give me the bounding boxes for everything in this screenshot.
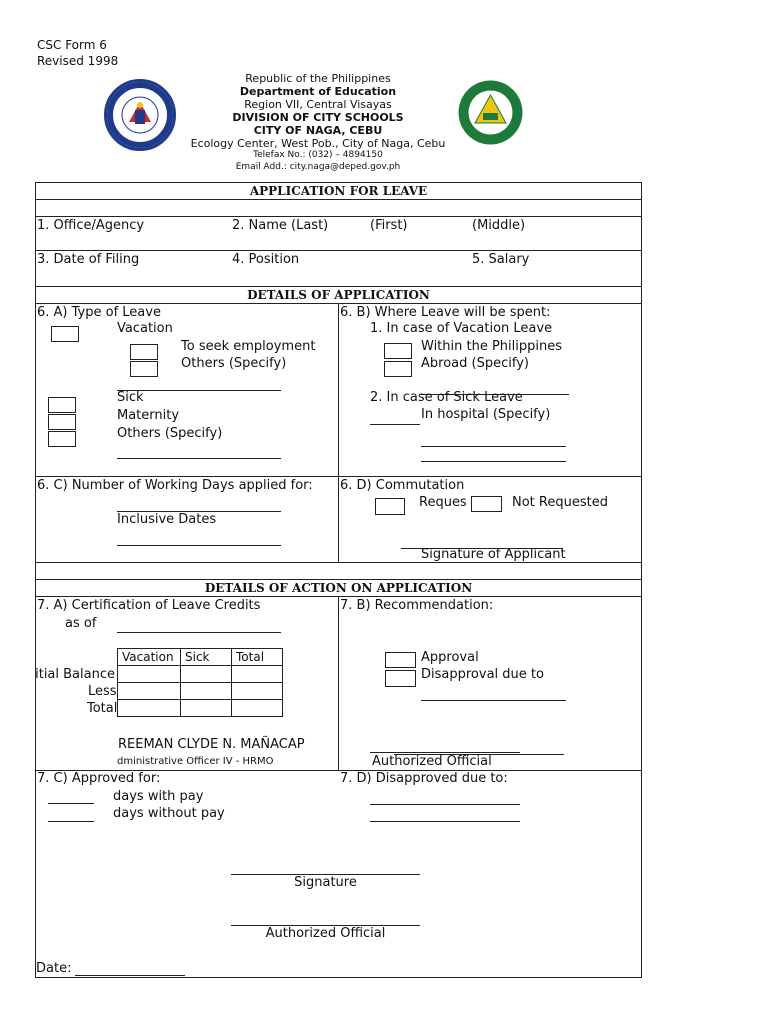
action-title: DETAILS OF ACTION ON APPLICATION [204, 581, 473, 595]
case-sick-label: 2. In case of Sick Leave [370, 390, 523, 405]
working-days-label: 6. C) Number of Working Days applied for: [37, 478, 313, 493]
vacation-checkbox[interactable] [51, 326, 79, 342]
republic-line: Republic of the Philippines [245, 72, 391, 85]
initial-vacation-cell[interactable] [118, 666, 181, 683]
less-vacation-cell[interactable] [118, 683, 181, 700]
region-line: Region VII, Central Visayas [244, 98, 392, 111]
less-label: Less [88, 684, 117, 699]
requested-label: Reques [419, 495, 467, 510]
date-filing-label: 3. Date of Filing [37, 252, 140, 267]
date-line[interactable] [75, 975, 185, 976]
type-leave-label: 6. A) Type of Leave [37, 305, 161, 320]
abroad-label: Abroad (Specify) [421, 356, 529, 371]
less-sick-cell[interactable] [181, 683, 232, 700]
inclusive-dates-line[interactable] [117, 545, 281, 546]
disapproval-checkbox[interactable] [385, 670, 416, 687]
deped-seal-icon [104, 79, 176, 151]
days-with-pay-label: days with pay [113, 789, 204, 804]
vacation-others-label: Others (Specify) [181, 356, 287, 371]
total-vacation-cell[interactable] [118, 700, 181, 717]
cert-credits-label: 7. A) Certification of Leave Credits [37, 598, 261, 613]
initial-sick-cell[interactable] [181, 666, 232, 683]
disapproved-due-label: 7. D) Disapproved due to: [340, 771, 508, 786]
vacation-label: Vacation [117, 321, 173, 336]
approved-for-label: 7. C) Approved for: [37, 771, 161, 786]
col-total: Total [232, 649, 283, 666]
others-label: Others (Specify) [117, 426, 223, 441]
division-line: DIVISION OF CITY SCHOOLS [232, 111, 404, 124]
disapproved-reason-line-2[interactable] [370, 821, 520, 822]
col-sick: Sick [181, 649, 232, 666]
email-line: Email Add.: city.naga@deped.gov.ph [235, 162, 401, 172]
officer-title: dministrative Officer IV - HRMO [117, 756, 274, 767]
maternity-label: Maternity [117, 408, 180, 423]
name-last-label: 2. Name (Last) [232, 218, 329, 233]
signature-applicant-label: Signature of Applicant [421, 547, 566, 562]
disapproval-label: Disapproval due to [421, 667, 544, 682]
department-line: Department of Education [239, 85, 397, 98]
days-with-pay-line[interactable] [48, 803, 94, 804]
commutation-label: 6. D) Commutation [340, 478, 465, 493]
signature-label: Signature [294, 875, 357, 890]
vacation-others-checkbox[interactable] [130, 361, 158, 377]
hospital-specify-line-1[interactable] [421, 446, 566, 447]
office-agency-label: 1. Office/Agency [37, 218, 145, 233]
city-line: CITY OF NAGA, CEBU [253, 124, 383, 137]
authorized-official-2-label: Authorized Official [265, 926, 386, 941]
not-requested-label: Not Requested [512, 495, 608, 510]
form-number: CSC Form 6 [37, 38, 107, 52]
total-sick-cell[interactable] [181, 700, 232, 717]
in-hospital-label: In hospital (Specify) [421, 407, 551, 422]
maternity-checkbox[interactable] [48, 414, 76, 430]
within-ph-checkbox[interactable] [384, 343, 412, 359]
col-vacation: Vacation [118, 649, 181, 666]
within-ph-label: Within the Philippines [421, 339, 563, 354]
recommend-signature-line[interactable] [370, 752, 520, 753]
form-title: APPLICATION FOR LEAVE [249, 184, 428, 198]
initial-total-cell[interactable] [232, 666, 283, 683]
days-without-pay-label: days without pay [113, 806, 225, 821]
requested-checkbox[interactable] [375, 498, 405, 515]
sick-label: Sick [117, 390, 144, 405]
hospital-check-line[interactable] [370, 424, 420, 425]
name-first-label: (First) [370, 218, 408, 233]
less-total-cell[interactable] [232, 683, 283, 700]
telefax-line: Telefax No.: (032) – 4894150 [253, 150, 383, 160]
others-specify-line[interactable] [117, 458, 281, 459]
authorized-official-label: Authorized Official [372, 754, 492, 769]
salary-label: 5. Salary [472, 252, 530, 267]
disapproved-reason-line-1[interactable] [370, 804, 520, 805]
others-checkbox[interactable] [48, 431, 76, 447]
total-total-cell[interactable] [232, 700, 283, 717]
hospital-specify-line-2[interactable] [421, 461, 566, 462]
disapproval-reason-line[interactable] [421, 700, 566, 701]
date-label: Date: [36, 961, 72, 976]
address-line: Ecology Center, West Pob., City of Naga, Cebu [190, 137, 446, 150]
case-vacation-label: 1. In case of Vacation Leave [370, 321, 553, 336]
as-of-line[interactable] [117, 632, 281, 633]
name-middle-label: (Middle) [472, 218, 526, 233]
seek-employment-checkbox[interactable] [130, 344, 158, 360]
revised-label: Revised 1998 [37, 54, 119, 68]
where-spent-label: 6. B) Where Leave will be spent: [340, 305, 551, 320]
days-without-pay-line[interactable] [48, 821, 94, 822]
not-requested-checkbox[interactable] [471, 496, 502, 512]
abroad-checkbox[interactable] [384, 361, 412, 377]
officer-name: REEMAN CLYDE N. MAÑACAP [118, 737, 305, 752]
city-schools-seal-icon [457, 79, 524, 146]
inclusive-dates-label: Inclusive Dates [117, 512, 217, 527]
details-title: DETAILS OF APPLICATION [247, 288, 430, 302]
total-label: Total [87, 701, 118, 716]
initial-balance-label: itial Balance [35, 667, 115, 682]
recommendation-label: 7. B) Recommendation: [340, 598, 494, 613]
approval-checkbox[interactable] [385, 652, 416, 668]
sick-checkbox[interactable] [48, 397, 76, 413]
as-of-label: as of [65, 616, 97, 631]
leave-credits-table [117, 648, 283, 717]
approval-label: Approval [421, 650, 479, 665]
seek-employment-label: To seek employment [181, 339, 316, 354]
position-label: 4. Position [232, 252, 300, 267]
